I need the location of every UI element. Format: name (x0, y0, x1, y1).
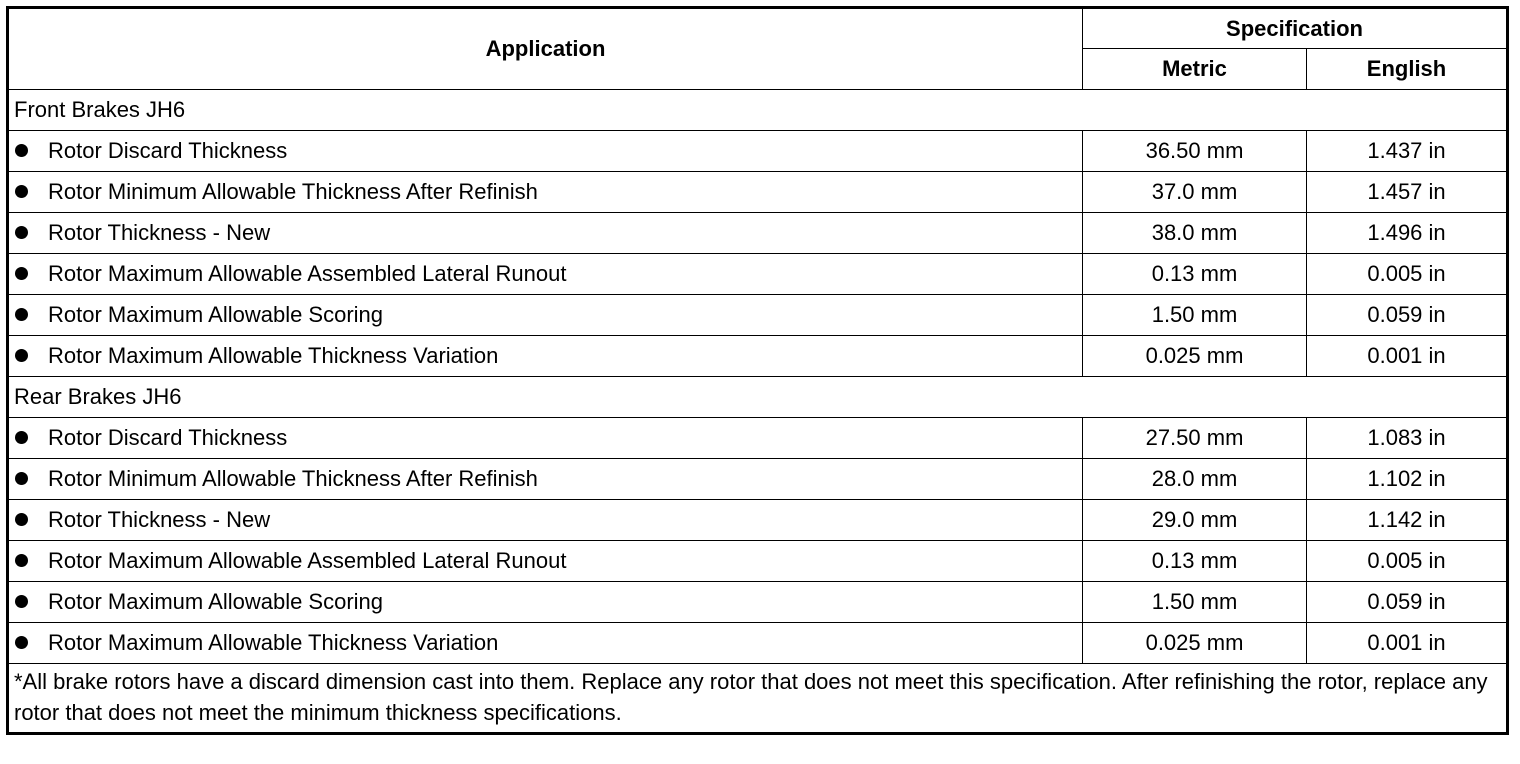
section-header-row (8, 377, 1508, 418)
english-value: 0.005 in (1307, 254, 1508, 295)
metric-value: 28.0 mm (1083, 459, 1307, 500)
spec-item-cell (8, 623, 1083, 664)
table-row (8, 541, 1508, 582)
table-row (8, 336, 1508, 377)
table-row (8, 582, 1508, 623)
footnote: *All brake rotors have a discard dimension cast into them. Replace any rotor that does not meet this specification. After refinishing the rotor, replace any rotor that does not meet the minimum thickness specifications. (8, 664, 1508, 734)
spec-item-label: Rotor Discard Thickness (48, 425, 288, 450)
metric-value: 29.0 mm (1083, 500, 1307, 541)
english-value: 0.001 in (1307, 623, 1508, 664)
metric-value: 0.13 mm (1083, 254, 1307, 295)
spec-item-cell (8, 295, 1083, 336)
specification-column-header: Specification (1083, 8, 1508, 49)
english-value: 1.496 in (1307, 213, 1508, 254)
metric-value: 0.025 mm (1083, 336, 1307, 377)
spec-item-cell (8, 172, 1083, 213)
section-header-row (8, 90, 1508, 131)
bullet-icon (15, 308, 28, 321)
english-value: 0.001 in (1307, 336, 1508, 377)
spec-table-container (6, 6, 1506, 735)
table-row (8, 418, 1508, 459)
table-row (8, 500, 1508, 541)
bullet-icon (15, 349, 28, 362)
bullet-icon (15, 513, 28, 526)
section-title: Front Brakes JH6 (8, 90, 1508, 131)
spec-item-cell (8, 459, 1083, 500)
spec-item-label: Rotor Thickness - New (48, 220, 271, 245)
english-value: 1.457 in (1307, 172, 1508, 213)
english-value: 0.005 in (1307, 541, 1508, 582)
spec-item-label: Rotor Maximum Allowable Thickness Variation (48, 343, 499, 368)
table-row (8, 295, 1508, 336)
spec-item-cell (8, 131, 1083, 172)
section-title: Rear Brakes JH6 (8, 377, 1508, 418)
spec-item-cell (8, 541, 1083, 582)
table-row (8, 459, 1508, 500)
spec-item-label: Rotor Maximum Allowable Assembled Lateral Runout (48, 548, 567, 573)
header-row-top (8, 8, 1508, 49)
spec-item-cell (8, 418, 1083, 459)
english-value: 1.437 in (1307, 131, 1508, 172)
footnote-row (8, 664, 1508, 734)
english-value: 1.102 in (1307, 459, 1508, 500)
english-value: 0.059 in (1307, 582, 1508, 623)
english-column-header: English (1307, 49, 1508, 90)
spec-item-label: Rotor Maximum Allowable Thickness Variation (48, 630, 499, 655)
spec-item-cell (8, 336, 1083, 377)
bullet-icon (15, 267, 28, 280)
spec-item-cell (8, 500, 1083, 541)
metric-value: 37.0 mm (1083, 172, 1307, 213)
spec-item-label: Rotor Minimum Allowable Thickness After Refinish (48, 179, 538, 204)
table-row (8, 213, 1508, 254)
bullet-icon (15, 226, 28, 239)
english-value: 0.059 in (1307, 295, 1508, 336)
metric-value: 38.0 mm (1083, 213, 1307, 254)
metric-value: 0.13 mm (1083, 541, 1307, 582)
bullet-icon (15, 595, 28, 608)
spec-item-cell (8, 254, 1083, 295)
table-header (8, 8, 1508, 90)
brake-rotor-spec-table (6, 6, 1509, 735)
spec-item-label: Rotor Maximum Allowable Scoring (48, 302, 384, 327)
spec-item-cell (8, 213, 1083, 254)
spec-item-label: Rotor Maximum Allowable Assembled Lateral Runout (48, 261, 567, 286)
spec-item-label: Rotor Thickness - New (48, 507, 271, 532)
table-row (8, 172, 1508, 213)
metric-column-header: Metric (1083, 49, 1307, 90)
bullet-icon (15, 185, 28, 198)
table-row (8, 254, 1508, 295)
metric-value: 36.50 mm (1083, 131, 1307, 172)
bullet-icon (15, 636, 28, 649)
metric-value: 1.50 mm (1083, 582, 1307, 623)
table-row (8, 623, 1508, 664)
bullet-icon (15, 472, 28, 485)
table-body (8, 90, 1508, 734)
spec-item-label: Rotor Maximum Allowable Scoring (48, 589, 384, 614)
english-value: 1.083 in (1307, 418, 1508, 459)
spec-item-label: Rotor Minimum Allowable Thickness After Refinish (48, 466, 538, 491)
bullet-icon (15, 431, 28, 444)
bullet-icon (15, 554, 28, 567)
application-column-header: Application (8, 8, 1083, 90)
spec-item-cell (8, 582, 1083, 623)
metric-value: 0.025 mm (1083, 623, 1307, 664)
table-row (8, 131, 1508, 172)
english-value: 1.142 in (1307, 500, 1508, 541)
metric-value: 27.50 mm (1083, 418, 1307, 459)
bullet-icon (15, 144, 28, 157)
metric-value: 1.50 mm (1083, 295, 1307, 336)
spec-item-label: Rotor Discard Thickness (48, 138, 288, 163)
